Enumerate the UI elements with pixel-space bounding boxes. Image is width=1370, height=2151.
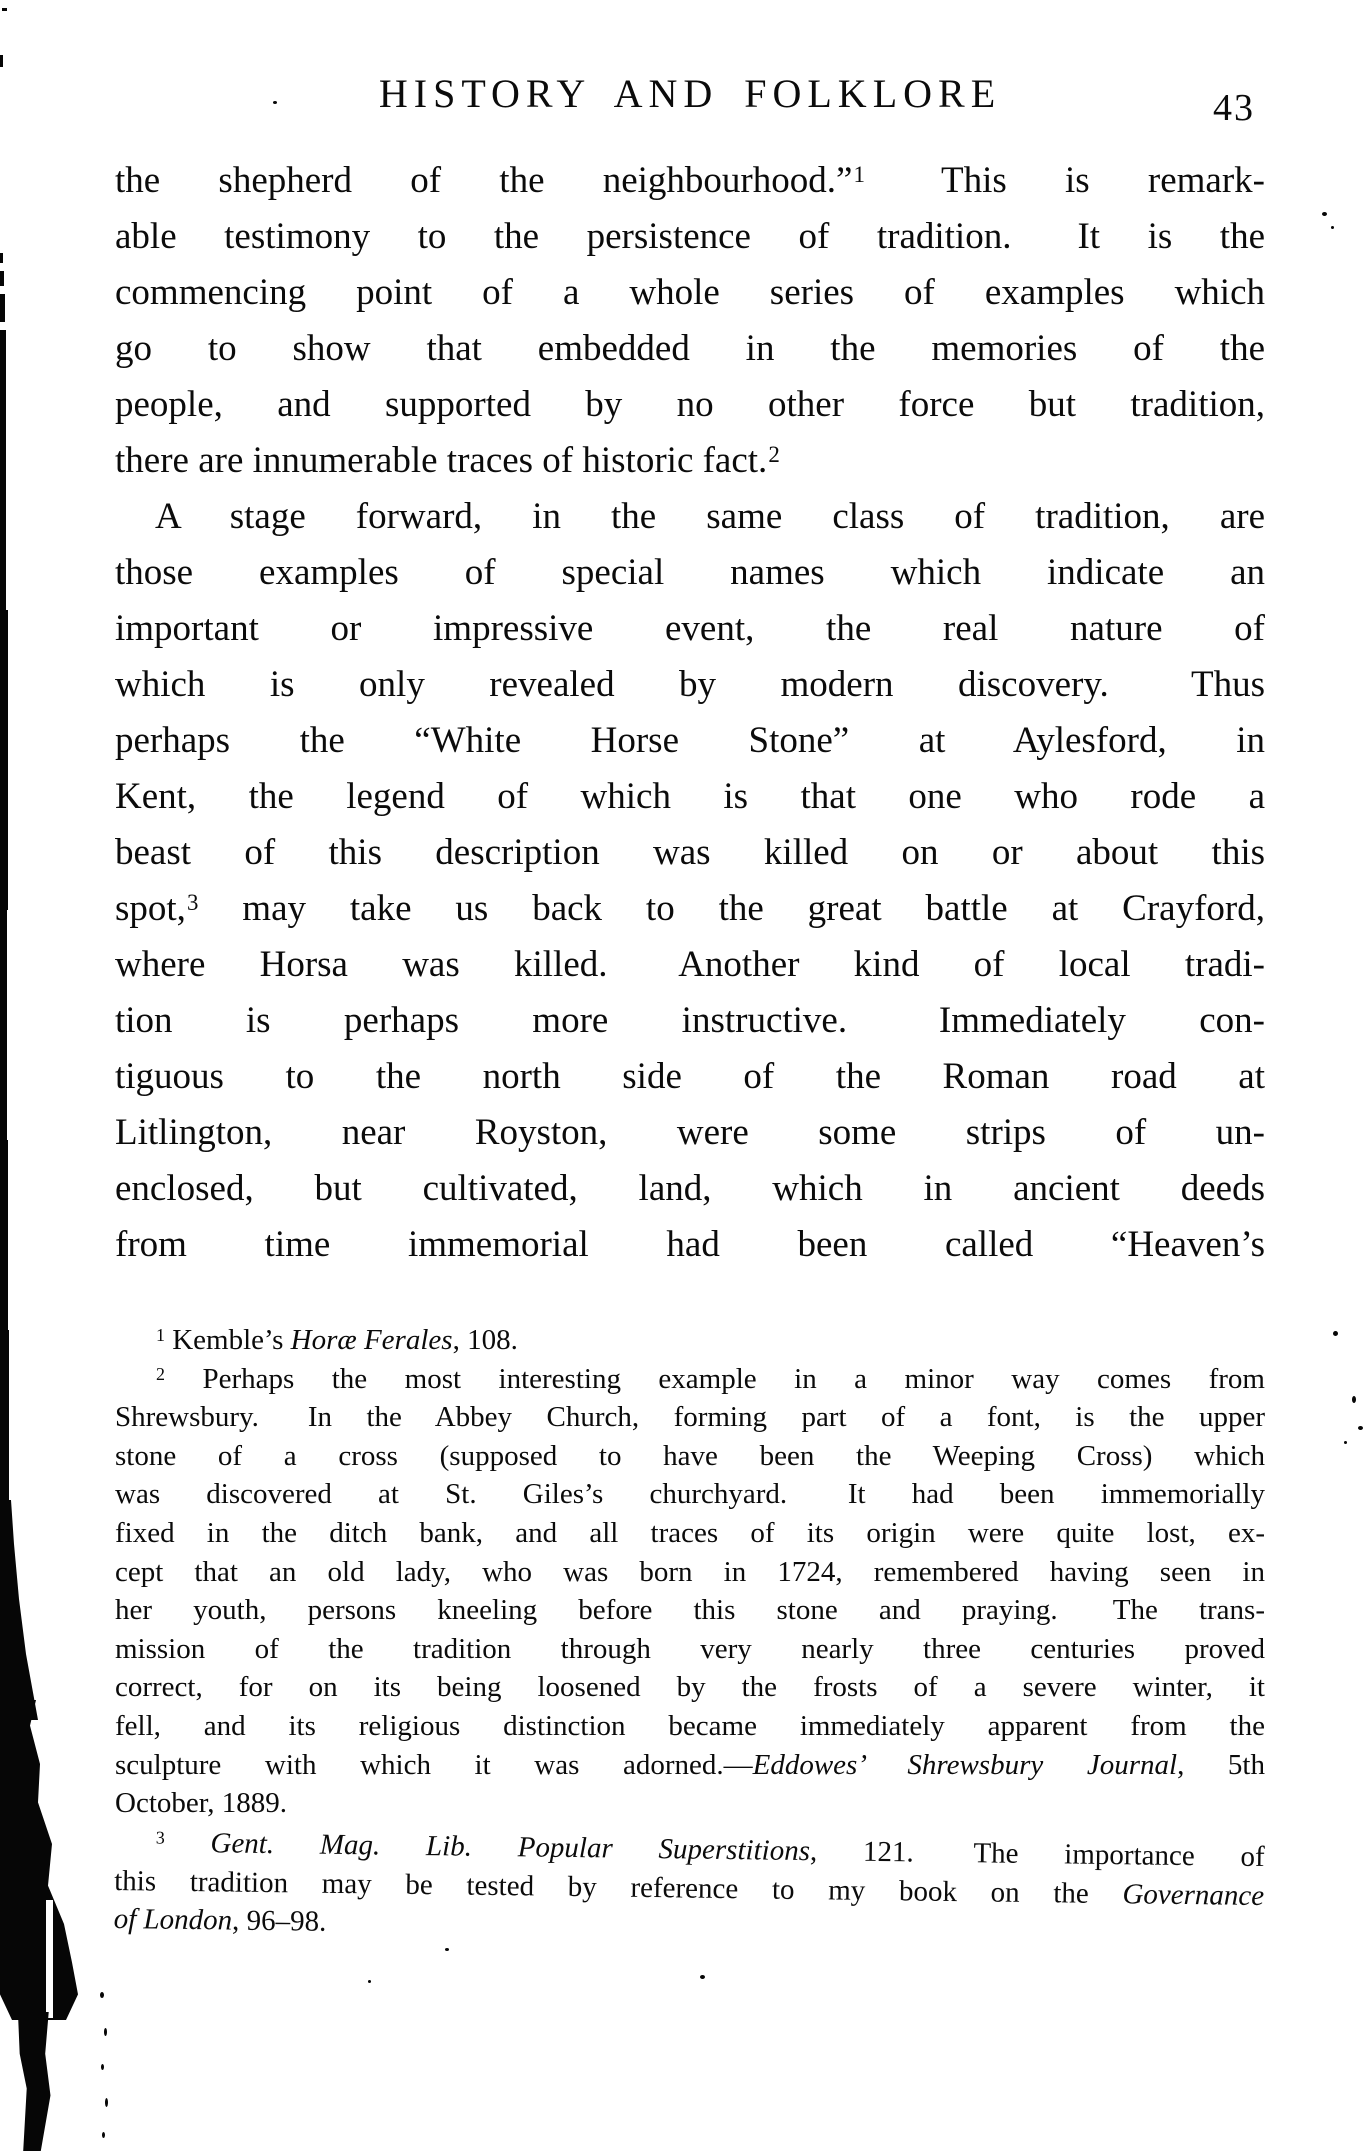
ink-speck xyxy=(700,1975,705,1979)
ink-speck xyxy=(368,1980,371,1983)
text-line xyxy=(115,1105,1265,1161)
text-line xyxy=(115,1398,1265,1437)
text-line xyxy=(115,825,1265,881)
ink-speck xyxy=(1344,1441,1347,1444)
ink-speck xyxy=(101,2064,104,2070)
footnote-marker: 2 xyxy=(768,441,780,467)
text-segment: Litlington, near Royston, were some strips of un- xyxy=(115,1112,1265,1153)
gutter-dash xyxy=(0,271,4,286)
text-segment: perhaps the “White Horse Stone” at Aylesford, in xyxy=(115,720,1265,761)
footnote-marker: 2 xyxy=(156,1363,165,1384)
text-line xyxy=(115,489,1265,545)
text-segment: able testimony to the persistence of tradition. It is the xyxy=(115,216,1265,257)
text-segment: Horæ Ferales xyxy=(290,1324,453,1356)
text-line xyxy=(115,1049,1265,1105)
ink-speck xyxy=(1322,212,1327,216)
text-line xyxy=(115,881,1265,937)
text-segment: October, 1889. xyxy=(115,1787,287,1820)
text-segment: enclosed, but cultivated, land, which in ancient deeds xyxy=(115,1168,1265,1209)
text-line xyxy=(115,1360,1265,1399)
text-segment: Perhaps the most interesting example in a minor way comes from xyxy=(164,1362,1265,1395)
main-text xyxy=(115,153,1265,1273)
text-segment: tiguous to the north side of the Roman road at xyxy=(115,1056,1265,1097)
gutter-line xyxy=(0,1140,8,1340)
footnote-marker: 1 xyxy=(853,161,865,187)
text-segment: This is remark- xyxy=(864,160,1265,201)
ink-speck xyxy=(273,101,277,104)
text-segment: mission of the tradition through very nearly three centuries proved xyxy=(115,1632,1265,1665)
text-segment: Gent. Mag. Lib. Popular Superstitions xyxy=(210,1826,811,1867)
gutter-line xyxy=(0,330,6,620)
text-line xyxy=(115,1668,1265,1707)
text-line xyxy=(115,1630,1265,1669)
footnote-1 xyxy=(115,1321,1265,1360)
ink-speck xyxy=(104,2028,107,2036)
footnote-marker: 1 xyxy=(156,1324,165,1345)
gutter-dash xyxy=(0,55,3,67)
text-segment: was discovered at St. Giles’s churchyard. It had been immemorially xyxy=(115,1478,1265,1511)
gutter-dash xyxy=(2,8,7,11)
text-segment: Kemble’s xyxy=(164,1324,291,1356)
footnote-3 xyxy=(113,1823,1264,1954)
text-segment: stone of a cross (supposed to have been the Weeping Cross) which xyxy=(115,1439,1265,1472)
text-line xyxy=(115,153,1265,209)
text-line xyxy=(115,1784,1265,1823)
text-segment: fell, and its religious distinction became immediately apparent from the xyxy=(115,1709,1265,1742)
text-segment: beast of this description was killed on or about this xyxy=(115,832,1265,873)
footnote-marker: 3 xyxy=(155,1827,165,1848)
text-line xyxy=(115,433,1265,489)
text-line xyxy=(115,321,1265,377)
ink-speck xyxy=(1358,1426,1363,1430)
gutter-shadow-wedge xyxy=(0,1500,40,1720)
text-segment: fixed in the ditch bank, and all traces of its origin were quite lost, ex- xyxy=(115,1516,1265,1549)
text-line xyxy=(115,1437,1265,1476)
text-segment: tion is perhaps more instructive. Immediately con- xyxy=(115,1000,1265,1041)
text-segment: , 5th xyxy=(1177,1748,1265,1781)
text-segment: there are innumerable traces of historic fact. xyxy=(115,440,768,481)
text-segment: correct, for on its being loosened by the frosts of a severe winter, it xyxy=(115,1671,1265,1704)
gutter-dash xyxy=(0,253,3,263)
text-segment: Eddowes’ Shrewsbury Journal xyxy=(752,1748,1178,1781)
footnotes xyxy=(115,1321,1265,1939)
gutter-shadow-ridge xyxy=(10,2012,54,2151)
text-segment xyxy=(165,1826,211,1859)
footnote-marker: 3 xyxy=(186,889,199,915)
text-segment: her youth, persons kneeling before this stone and praying. The trans- xyxy=(115,1594,1265,1627)
text-line xyxy=(115,1475,1265,1514)
text-segment: the shepherd of the neighbourhood.” xyxy=(115,160,853,201)
text-line xyxy=(115,1161,1265,1217)
text-line xyxy=(115,1217,1265,1273)
text-segment: spot, xyxy=(115,888,186,929)
text-line xyxy=(115,713,1265,769)
text-line xyxy=(115,1707,1265,1746)
page-title: HISTORY AND FOLKLORE xyxy=(378,71,1002,116)
running-header xyxy=(115,71,1265,129)
ink-speck xyxy=(1333,1331,1338,1336)
gutter-line xyxy=(0,610,8,910)
text-segment: where Horsa was killed. Another kind of local tradi- xyxy=(115,944,1265,985)
text-line xyxy=(115,657,1265,713)
ink-speck xyxy=(102,2132,105,2138)
text-segment: , 96–98. xyxy=(231,1904,327,1938)
text-segment: this tradition may be tested by reference to my book on the xyxy=(114,1864,1123,1910)
text-segment: Kent, the legend of which is that one who rode a xyxy=(115,776,1265,817)
gutter-dash xyxy=(0,294,5,322)
ink-speck xyxy=(100,1992,104,1998)
text-line xyxy=(115,993,1265,1049)
text-line xyxy=(115,1514,1265,1553)
text-line xyxy=(115,1591,1265,1630)
text-segment: Governance xyxy=(1122,1877,1265,1912)
ink-speck xyxy=(445,1948,449,1951)
text-segment: from time immemorial had been called “Heaven’s xyxy=(115,1224,1265,1265)
gutter-line xyxy=(0,900,7,1150)
text-segment: commencing point of a whole series of examples which xyxy=(115,272,1265,313)
page-number: 43 xyxy=(1213,87,1255,129)
text-segment: , 121. The importance of xyxy=(809,1834,1265,1873)
text-segment: may take us back to the great battle at Crayford, xyxy=(198,888,1265,929)
text-line xyxy=(115,209,1265,265)
text-segment: of London xyxy=(113,1902,233,1937)
text-segment: Shrewsbury. In the Abbey Church, forming part of a font, is the upper xyxy=(115,1401,1265,1434)
text-line xyxy=(115,377,1265,433)
ink-speck xyxy=(1331,226,1334,229)
text-line xyxy=(115,601,1265,657)
text-segment: important or impressive event, the real nature of xyxy=(115,608,1265,649)
text-line xyxy=(115,265,1265,321)
text-segment: A stage forward, in the same class of tradition, are xyxy=(155,496,1265,537)
text-segment: cept that an old lady, who was born in 1724, remembered having seen in xyxy=(115,1555,1265,1588)
footnote-2 xyxy=(115,1360,1265,1823)
text-line xyxy=(115,1553,1265,1592)
text-segment: those examples of special names which indicate an xyxy=(115,552,1265,593)
text-line xyxy=(115,1746,1265,1785)
text-line xyxy=(115,769,1265,825)
text-segment: go to show that embedded in the memories of the xyxy=(115,328,1265,369)
text-line xyxy=(115,1321,1265,1360)
gutter-shadow-blob xyxy=(0,1700,82,2020)
text-segment: sculpture with which it was adorned.— xyxy=(115,1748,753,1781)
gutter-shadow-slit xyxy=(46,1900,53,2018)
text-segment: , 108. xyxy=(452,1324,518,1356)
text-segment: which is only revealed by modern discovery. Thus xyxy=(115,664,1265,705)
text-segment: people, and supported by no other force but tradition, xyxy=(115,384,1265,425)
text-line xyxy=(115,937,1265,993)
ink-speck xyxy=(1352,1396,1356,1403)
text-line xyxy=(115,545,1265,601)
gutter-line xyxy=(0,1330,9,1510)
ink-speck xyxy=(105,2098,108,2107)
